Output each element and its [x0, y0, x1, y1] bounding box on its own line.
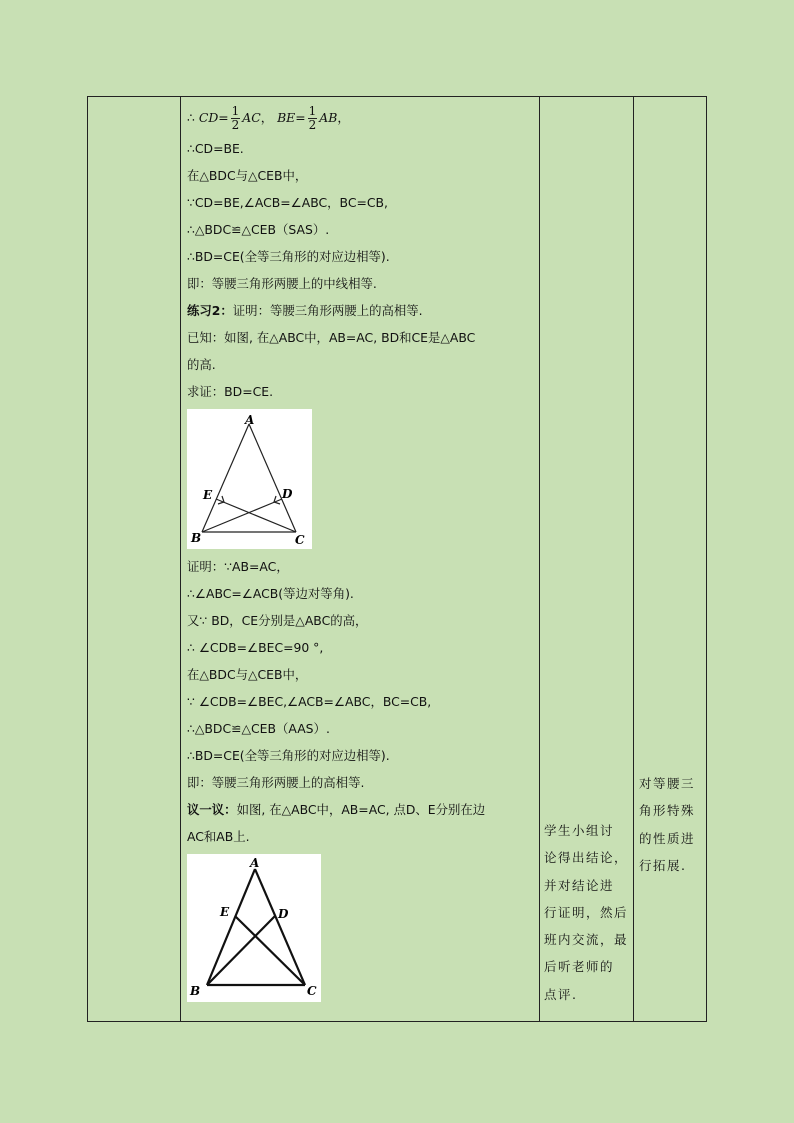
student-activity-line: 点评. — [544, 986, 578, 1002]
line-end: ， — [337, 110, 350, 125]
therefore-symbol: ∴ — [187, 110, 195, 125]
proof2-line8: ∴BD=CE(全等三角形的对应边相等). — [187, 748, 390, 763]
fig1-label-b: B — [191, 531, 202, 545]
proof2-line9: 即：等腰三角形两腰上的高相等. — [187, 775, 365, 790]
segment-cd: CD — [198, 110, 219, 125]
figure-cevians — [187, 854, 321, 1002]
design-purpose-line: 角形特殊 — [639, 803, 696, 819]
segment-ac: AC — [242, 110, 261, 125]
discuss-heading — [187, 796, 537, 823]
discuss-text-2: AC和AB上. — [187, 829, 250, 844]
fig2-label-d: D — [278, 907, 289, 921]
segment-ce — [235, 916, 305, 985]
student-activity-line: 班内交流，最 — [544, 932, 629, 948]
exercise2-given-1: 已知：如图, 在△ABC中，AB=AC, BD和CE是△ABC — [187, 330, 476, 345]
exercise2-given-2: 的高. — [187, 357, 216, 372]
fig2-label-b: B — [190, 984, 201, 998]
fig2-label-a: A — [250, 856, 260, 870]
proof1-line6: ∴BD=CE(全等三角形的对应边相等). — [187, 249, 390, 264]
fraction-half — [231, 105, 241, 132]
fig1-label-d: D — [282, 487, 293, 501]
exercise2-label: 练习2： — [187, 303, 233, 318]
col-divider-1 — [180, 97, 181, 1021]
segment-bd — [207, 916, 275, 985]
col-divider-2 — [539, 97, 540, 1021]
proof2-line6: ∵ ∠CDB=∠BEC,∠ACB=∠ABC，BC=CB, — [187, 694, 432, 709]
fraction-denominator: 2 — [231, 118, 240, 132]
segment-be: BE — [277, 110, 296, 125]
design-purpose-line: 的性质进 — [639, 830, 696, 846]
design-purpose-line: 行拓展. — [639, 857, 687, 873]
proof1-line3: 在△BDC与△CEB中， — [187, 168, 308, 183]
exercise2-heading — [187, 297, 537, 324]
teaching-content — [187, 97, 537, 1006]
side-ac — [255, 869, 305, 985]
fig1-label-a: A — [245, 413, 255, 427]
student-activity-line: 后听老师的 — [544, 959, 615, 975]
figure-altitudes-svg — [187, 409, 312, 549]
segment-ab: AB — [319, 110, 338, 125]
equals-sign: = — [218, 110, 229, 125]
exercise2-text: 证明：等腰三角形两腰上的高相等. — [232, 303, 423, 318]
fraction-numerator-2: 1 — [308, 104, 317, 118]
fig1-label-c: C — [295, 533, 305, 547]
proof1-line1 — [187, 101, 537, 135]
discuss-text: 如图, 在△ABC中，AB=AC, 点D、E分别在边 — [236, 802, 486, 817]
student-activity-line: 论得出结论， — [544, 850, 629, 866]
fig2-label-c: C — [307, 984, 317, 998]
proof2-line7: ∴△BDC≌△CEB（AAS）. — [187, 721, 330, 736]
fig1-label-e: E — [203, 488, 213, 502]
proof2-line1: 证明：∵AB=AC， — [187, 559, 289, 574]
fraction-numerator: 1 — [231, 104, 240, 118]
discuss-label: 议一议： — [187, 802, 237, 817]
proof2-line2: ∴∠ABC=∠ACB(等边对等角). — [187, 586, 354, 601]
figure-cevians-svg — [187, 854, 321, 1002]
proof1-line7: 即：等腰三角形两腰上的中线相等. — [187, 276, 377, 291]
proof2-line4: ∴ ∠CDB=∠BEC=90 °, — [187, 640, 324, 655]
student-activity-line: 行证明，然后 — [544, 904, 629, 920]
student-activity-line: 并对结论进 — [544, 877, 615, 893]
proof2-line3: 又∵ BD，CE分别是△ABC的高， — [187, 613, 368, 628]
design-purpose-line: 对等腰三 — [639, 776, 696, 791]
fraction-denominator-2: 2 — [308, 118, 317, 132]
proof1-line4: ∵CD=BE,∠ACB=∠ABC，BC=CB, — [187, 195, 388, 210]
figure-altitudes — [187, 409, 312, 549]
proof1-line5: ∴△BDC≌△CEB（SAS）. — [187, 222, 330, 237]
proof2-line5: 在△BDC与△CEB中， — [187, 667, 308, 682]
lesson-table — [87, 96, 707, 1022]
equals-sign-2: = — [295, 110, 306, 125]
side-ab — [207, 869, 255, 985]
separator: ， — [260, 110, 274, 125]
fig2-label-e: E — [220, 905, 230, 919]
fraction-half-2 — [308, 105, 318, 132]
student-activity-line: 学生小组讨 — [544, 823, 615, 838]
exercise2-prove: 求证：BD=CE. — [187, 384, 274, 399]
proof1-line2: ∴CD=BE. — [187, 141, 244, 156]
student-activity — [544, 817, 634, 1008]
design-purpose — [639, 770, 707, 879]
